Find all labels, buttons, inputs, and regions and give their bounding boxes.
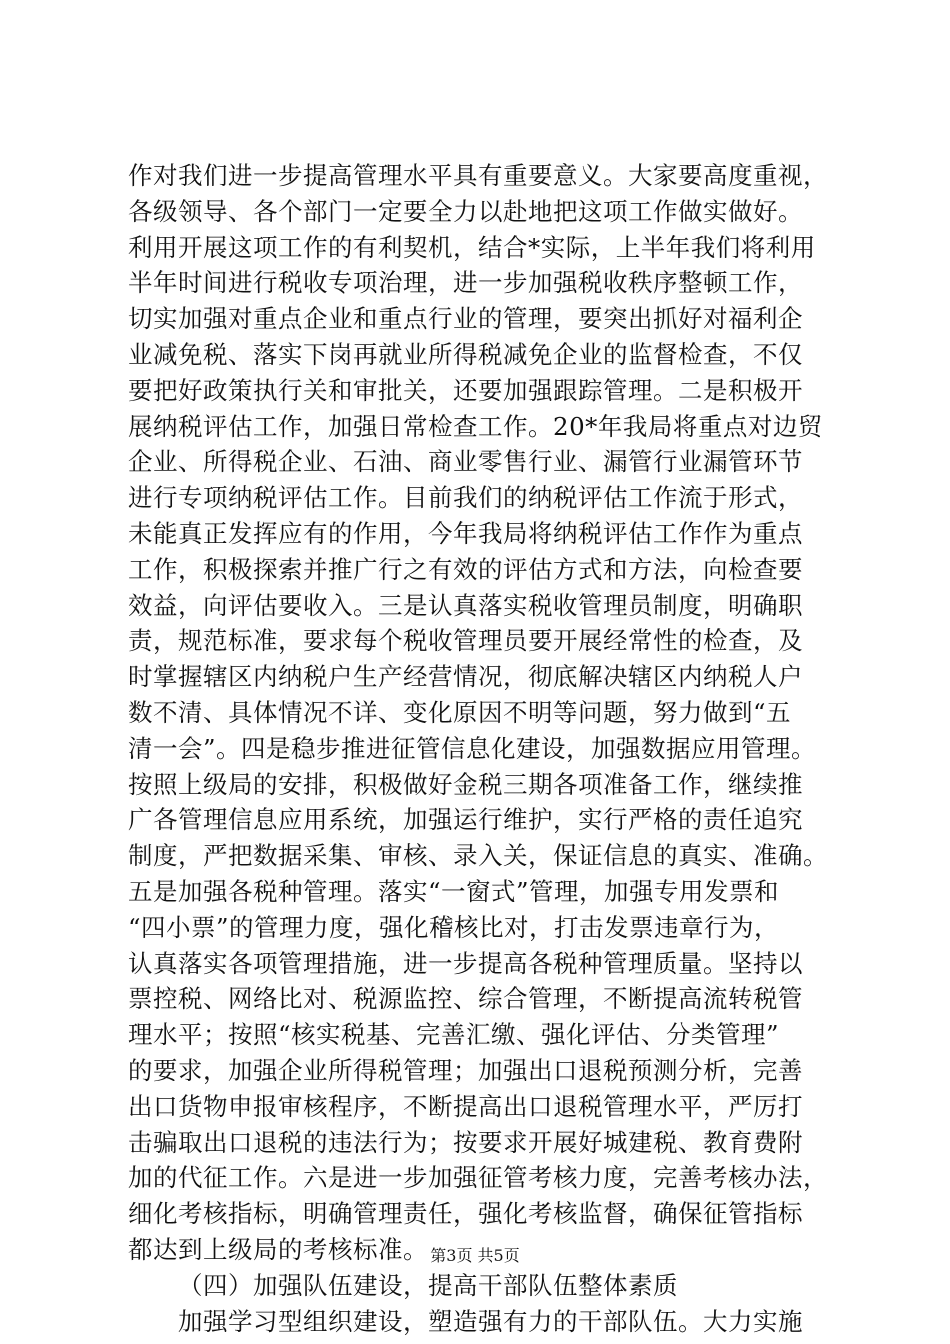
text-line: 展纳税评估工作，加强日常检查工作。20*年我局将重点对边贸 <box>128 411 823 441</box>
text-line: 业减免税、落实下岗再就业所得税减免企业的监督检查，不仅 <box>128 339 803 369</box>
text-line: “四小票”的管理力度，强化稽核比对，打击发票违章行为， <box>128 912 780 942</box>
paragraph-start: 加强学习型组织建设，塑造强有力的干部队伍。大力实施 <box>178 1306 803 1336</box>
text-line: 各级领导、各个部门一定要全力以赴地把这项工作做实做好。 <box>128 196 803 226</box>
text-line: 切实加强对重点企业和重点行业的管理，要突出抓好对福利企 <box>128 304 803 334</box>
text-line: 要把好政策执行关和审批关，还要加强跟踪管理。二是积极开 <box>128 375 803 405</box>
text-line: 五是加强各税种管理。落实“一窗式”管理，加强专用发票和 <box>128 876 780 906</box>
text-line: 击骗取出口退税的违法行为；按要求开展好城建税、教育费附 <box>128 1127 803 1157</box>
text-line: 清一会”。四是稳步推进征管信息化建设，加强数据应用管理。 <box>128 733 817 763</box>
text-line: 细化考核指标，明确管理责任，强化考核监督，确保征管指标 <box>128 1199 803 1229</box>
text-line: 未能真正发挥应有的作用，今年我局将纳税评估工作作为重点 <box>128 518 803 548</box>
text-line: 广各管理信息应用系统，加强运行维护，实行严格的责任追究 <box>128 805 803 835</box>
text-line: 票控税、网络比对、税源监控、综合管理，不断提高流转税管 <box>128 984 803 1014</box>
text-line: 工作，积极探索并推广行之有效的评估方式和方法，向检查要 <box>128 554 803 584</box>
text-line: 制度，严把数据采集、审核、录入关，保证信息的真实、准确。 <box>128 841 828 871</box>
text-line: 认真落实各项管理措施，进一步提高各税种管理质量。坚持以 <box>128 948 803 978</box>
text-line: 时掌握辖区内纳税户生产经营情况，彻底解决辖区内纳税人户 <box>128 662 803 692</box>
text-line: 数不清、具体情况不详、变化原因不明等问题，努力做到“五 <box>128 697 792 727</box>
text-line: 企业、所得税企业、石油、商业零售行业、漏管行业漏管环节 <box>128 447 803 477</box>
text-line: 加的代征工作。六是进一步加强征管考核力度，完善考核办法， <box>128 1163 828 1193</box>
text-line: 责，规范标准，要求每个税收管理员要开展经常性的检查，及 <box>128 626 803 656</box>
text-line: 都达到上级局的考核标准。 <box>128 1234 428 1264</box>
body-text <box>128 158 868 1339</box>
text-line: 的要求，加强企业所得税管理；加强出口退税预测分析，完善 <box>128 1055 803 1085</box>
text-line: 按照上级局的安排，积极做好金税三期各项准备工作，继续推 <box>128 769 803 799</box>
page-footer: 第3页 共5页 <box>430 1246 520 1265</box>
section-heading: （四）加强队伍建设，提高干部队伍整体素质 <box>178 1270 678 1300</box>
text-line: 利用开展这项工作的有利契机，结合*实际，上半年我们将利用 <box>128 232 816 262</box>
text-line: 效益，向评估要收入。三是认真落实税收管理员制度，明确职 <box>128 590 803 620</box>
text-line: 出口货物申报审核程序，不断提高出口退税管理水平，严厉打 <box>128 1091 803 1121</box>
text-line: 理水平；按照“核实税基、完善汇缴、强化评估、分类管理” <box>128 1020 780 1050</box>
text-line: 半年时间进行税收专项治理，进一步加强税收秩序整顿工作， <box>128 268 803 298</box>
text-line: 进行专项纳税评估工作。目前我们的纳税评估工作流于形式， <box>128 483 803 513</box>
text-line: 作对我们进一步提高管理水平具有重要意义。大家要高度重视， <box>128 161 828 190</box>
